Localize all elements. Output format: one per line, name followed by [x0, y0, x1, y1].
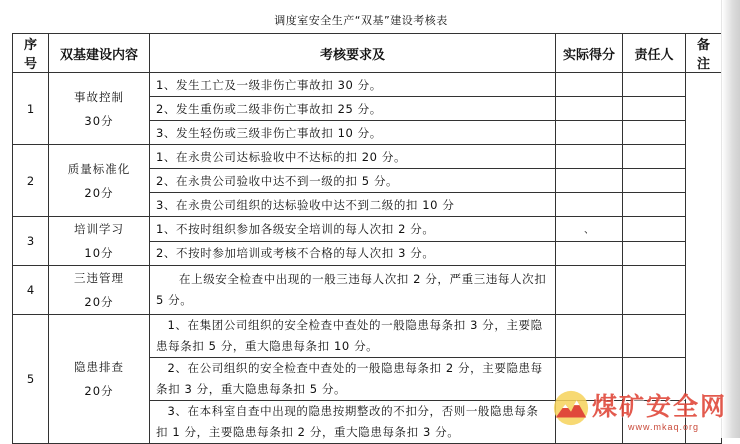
category-name: 隐患排查	[74, 360, 124, 374]
requirement-item: 2、在公司组织的安全检查中查处的一般隐患每条扣 2 分，主要隐患每条扣 3 分，重大隐患每条扣 5 分。	[150, 358, 556, 401]
row-number: 2	[13, 145, 49, 217]
category-name: 事故控制	[74, 89, 124, 104]
category-name: 质量标准化	[67, 161, 131, 176]
header-no: 序号	[13, 34, 49, 73]
row-number: 5	[13, 315, 49, 444]
requirement-item: 1、不按时组织参加各级安全培训的每人次扣 2 分。	[150, 217, 556, 242]
requirement-item: 3、发生轻伤或三级非伤亡事故扣 10 分。	[150, 121, 556, 145]
score-cell[interactable]	[556, 145, 623, 169]
header-requirement: 考核要求及	[150, 34, 556, 73]
category-points: 30分	[84, 113, 114, 128]
requirement-item: 3、在本科室自查中出现的隐患按期整改的不扣分，否则一般隐患每条扣 1 分，主要隐患每条扣 2 分，重大隐患每条扣 3 分。	[150, 401, 556, 444]
requirement-item: 2、在永贵公司验收中达不到一级的扣 5 分。	[150, 169, 556, 193]
table-row	[13, 315, 722, 358]
owner-cell[interactable]	[623, 241, 686, 266]
owner-cell[interactable]	[623, 121, 686, 145]
category-name: 培训学习	[74, 222, 124, 236]
requirement-item: 1、发生工亡及一级非伤亡事故扣 30 分。	[150, 73, 556, 97]
table-row	[13, 266, 722, 315]
owner-cell[interactable]	[623, 193, 686, 217]
table-row	[13, 73, 722, 97]
owner-cell[interactable]	[623, 266, 686, 315]
score-cell[interactable]	[556, 121, 623, 145]
watermark-url: www.mkaq.org	[628, 422, 700, 432]
table-row	[13, 145, 722, 169]
owner-cell[interactable]	[623, 169, 686, 193]
requirement-item: 2、不按时参加培训或考核不合格的每人次扣 3 分。	[150, 241, 556, 266]
category-cell	[49, 73, 150, 145]
requirement-item: 1、在集团公司组织的安全检查中查处的一般隐患每条扣 3 分，主要隐患每条扣 5 分，重大隐患每条扣 10 分。	[150, 315, 556, 358]
category-points: 20分	[84, 185, 114, 200]
watermark-text: 煤矿安全网	[592, 392, 728, 421]
category-cell	[49, 217, 150, 266]
category-name: 三违管理	[74, 271, 124, 285]
window-edge	[721, 0, 740, 438]
requirement-item: 3、在永贵公司组织的达标验收中达不到二级的扣 10 分	[150, 193, 556, 217]
score-cell[interactable]: 、	[556, 217, 623, 242]
header-score: 实际得分	[556, 34, 623, 73]
score-cell[interactable]	[556, 315, 623, 358]
category-cell	[49, 315, 150, 444]
owner-cell[interactable]	[623, 217, 686, 242]
requirement-item: 1、在永贵公司达标验收中不达标的扣 20 分。	[150, 145, 556, 169]
header-row	[13, 34, 722, 73]
header-remark: 备注	[686, 34, 722, 73]
table-title: 调度室安全生产“双基”建设考核表	[274, 14, 448, 27]
score-cell[interactable]	[556, 169, 623, 193]
row-number: 4	[13, 266, 49, 315]
score-cell[interactable]	[556, 266, 623, 315]
owner-cell[interactable]	[623, 145, 686, 169]
score-cell[interactable]	[556, 97, 623, 121]
category-points: 20分	[84, 295, 114, 309]
header-content: 双基建设内容	[49, 34, 150, 73]
owner-cell[interactable]	[623, 97, 686, 121]
score-cell[interactable]	[556, 73, 623, 97]
category-cell	[49, 266, 150, 315]
category-points: 20分	[84, 384, 114, 398]
row-number: 3	[13, 217, 49, 266]
mountain-logo-icon	[552, 389, 590, 427]
category-cell	[49, 145, 150, 217]
score-cell[interactable]	[556, 193, 623, 217]
header-owner: 责任人	[623, 34, 686, 73]
requirement-item: 在上级安全检查中出现的一般三违每人次扣 2 分，严重三违每人次扣 5 分。	[150, 266, 556, 315]
requirement-item: 2、发生重伤或二级非伤亡事故扣 25 分。	[150, 97, 556, 121]
category-points: 10分	[84, 246, 114, 260]
table-row	[13, 217, 722, 242]
owner-cell[interactable]	[623, 315, 686, 358]
score-cell[interactable]	[556, 241, 623, 266]
row-number: 1	[13, 73, 49, 145]
owner-cell[interactable]	[623, 73, 686, 97]
